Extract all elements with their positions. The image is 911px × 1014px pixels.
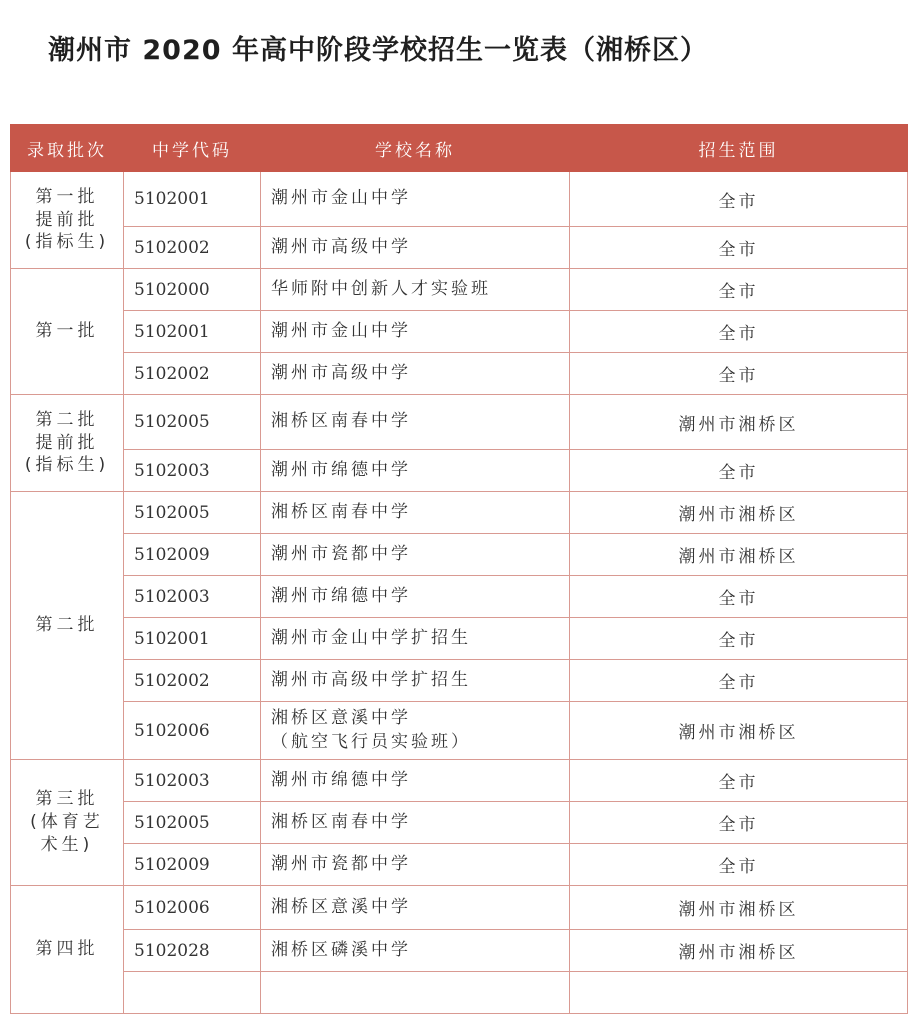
table-row bbox=[11, 660, 908, 702]
table-row bbox=[11, 618, 908, 660]
school-name-cell: 潮州市瓷都中学 bbox=[261, 844, 570, 886]
table-row bbox=[11, 492, 908, 534]
range-cell: 潮州市湘桥区 bbox=[570, 930, 908, 972]
batch-cell: 第四批 bbox=[11, 886, 124, 1014]
range-cell: 全市 bbox=[570, 760, 908, 802]
code-cell: 5102002 bbox=[124, 660, 261, 702]
batch-cell: 第二批 提前批 (指标生) bbox=[11, 395, 124, 492]
school-name-cell: 华师附中创新人才实验班 bbox=[261, 269, 570, 311]
range-cell: 全市 bbox=[570, 311, 908, 353]
school-name-cell: 湘桥区意溪中学 （航空飞行员实验班） bbox=[261, 702, 570, 760]
range-cell: 潮州市湘桥区 bbox=[570, 886, 908, 930]
table-row bbox=[11, 576, 908, 618]
range-cell: 潮州市湘桥区 bbox=[570, 534, 908, 576]
school-name-cell: 湘桥区南春中学 bbox=[261, 802, 570, 844]
header-school-name: 学校名称 bbox=[261, 125, 570, 172]
range-cell: 潮州市湘桥区 bbox=[570, 702, 908, 760]
table-body bbox=[11, 172, 908, 1014]
range-cell: 全市 bbox=[570, 660, 908, 702]
code-cell: 5102005 bbox=[124, 492, 261, 534]
range-cell: 全市 bbox=[570, 802, 908, 844]
school-name-cell: 潮州市高级中学扩招生 bbox=[261, 660, 570, 702]
code-cell: 5102003 bbox=[124, 450, 261, 492]
page-title: 潮州市 2020 年高中阶段学校招生一览表（湘桥区） bbox=[48, 35, 708, 66]
admissions-table bbox=[10, 124, 908, 1014]
code-cell: 5102006 bbox=[124, 702, 261, 760]
school-name-cell: 潮州市高级中学 bbox=[261, 227, 570, 269]
table-row bbox=[11, 802, 908, 844]
school-name-cell: 湘桥区意溪中学 bbox=[261, 886, 570, 930]
range-cell: 全市 bbox=[570, 576, 908, 618]
range-cell: 全市 bbox=[570, 227, 908, 269]
table-row bbox=[11, 760, 908, 802]
code-cell: 5102001 bbox=[124, 311, 261, 353]
table-row bbox=[11, 886, 908, 930]
table-row bbox=[11, 930, 908, 972]
school-name-cell: 潮州市绵德中学 bbox=[261, 576, 570, 618]
batch-cell: 第一批 提前批 (指标生) bbox=[11, 172, 124, 269]
school-name-cell: 潮州市瓷都中学 bbox=[261, 534, 570, 576]
code-cell: 5102005 bbox=[124, 802, 261, 844]
school-name-cell: 湘桥区磷溪中学 bbox=[261, 930, 570, 972]
school-name-cell: 潮州市高级中学 bbox=[261, 353, 570, 395]
table-row bbox=[11, 702, 908, 760]
range-cell: 全市 bbox=[570, 353, 908, 395]
code-cell: 5102028 bbox=[124, 930, 261, 972]
code-cell: 5102006 bbox=[124, 886, 261, 930]
table-row bbox=[11, 269, 908, 311]
code-cell: 5102005 bbox=[124, 395, 261, 450]
batch-cell: 第三批 (体育艺 术生) bbox=[11, 760, 124, 886]
school-name-cell: 潮州市金山中学 bbox=[261, 172, 570, 227]
table-row bbox=[11, 227, 908, 269]
school-name-cell: 湘桥区南春中学 bbox=[261, 395, 570, 450]
code-cell: 5102000 bbox=[124, 269, 261, 311]
code-cell: 5102003 bbox=[124, 760, 261, 802]
code-cell bbox=[124, 972, 261, 1014]
school-name-cell: 湘桥区南春中学 bbox=[261, 492, 570, 534]
school-name-cell bbox=[261, 972, 570, 1014]
range-cell bbox=[570, 972, 908, 1014]
header-batch: 录取批次 bbox=[11, 125, 124, 172]
code-cell: 5102001 bbox=[124, 618, 261, 660]
table-row bbox=[11, 844, 908, 886]
table-header-row bbox=[11, 125, 908, 172]
school-name-cell: 潮州市金山中学 bbox=[261, 311, 570, 353]
code-cell: 5102001 bbox=[124, 172, 261, 227]
range-cell: 全市 bbox=[570, 172, 908, 227]
school-name-cell: 潮州市绵德中学 bbox=[261, 760, 570, 802]
table-row bbox=[11, 353, 908, 395]
table-row bbox=[11, 450, 908, 492]
code-cell: 5102009 bbox=[124, 844, 261, 886]
table-row bbox=[11, 311, 908, 353]
code-cell: 5102002 bbox=[124, 353, 261, 395]
table-row bbox=[11, 972, 908, 1014]
school-name-cell: 潮州市金山中学扩招生 bbox=[261, 618, 570, 660]
table-row bbox=[11, 395, 908, 450]
range-cell: 全市 bbox=[570, 450, 908, 492]
range-cell: 全市 bbox=[570, 618, 908, 660]
school-name-cell: 潮州市绵德中学 bbox=[261, 450, 570, 492]
batch-cell: 第一批 bbox=[11, 269, 124, 395]
range-cell: 潮州市湘桥区 bbox=[570, 492, 908, 534]
range-cell: 全市 bbox=[570, 269, 908, 311]
table-row bbox=[11, 534, 908, 576]
code-cell: 5102002 bbox=[124, 227, 261, 269]
table-row bbox=[11, 172, 908, 227]
batch-cell: 第二批 bbox=[11, 492, 124, 760]
range-cell: 全市 bbox=[570, 844, 908, 886]
code-cell: 5102009 bbox=[124, 534, 261, 576]
header-range: 招生范围 bbox=[570, 125, 908, 172]
header-code: 中学代码 bbox=[124, 125, 261, 172]
code-cell: 5102003 bbox=[124, 576, 261, 618]
range-cell: 潮州市湘桥区 bbox=[570, 395, 908, 450]
